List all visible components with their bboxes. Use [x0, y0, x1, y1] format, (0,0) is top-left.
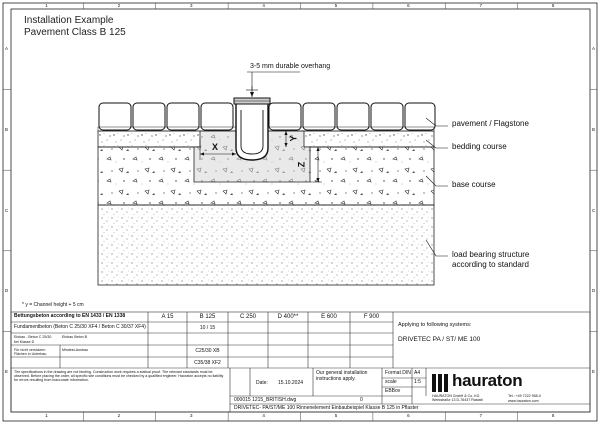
table-row3-sub: Einbau Beton B	[62, 335, 87, 339]
paving-stone	[99, 103, 131, 130]
ruler-row-label: D	[592, 288, 596, 294]
date-value: 15.10.2024	[278, 380, 304, 386]
dimension-y-label: Y	[288, 135, 299, 142]
ruler-row-label: C	[5, 207, 9, 213]
title-line-2: Pavement Class B 125	[24, 27, 126, 38]
paving-stone	[269, 103, 301, 130]
table-row4-label: Für nicht versickern Flächen in Unterbau	[14, 348, 47, 357]
layer-label-load-bearing: load bearing structure	[452, 250, 530, 259]
ruler-row-label: E	[5, 368, 9, 374]
class-b125: B 125	[199, 314, 216, 320]
table-row2-label: Fundamentbeton (Beton C 25/30 XF4 / Beton C 30/37 XF4)	[14, 324, 146, 330]
ruler-column-label: 7	[479, 3, 482, 8]
ruler-column-label: 8	[551, 413, 555, 418]
dimension-z-label: Z	[296, 161, 307, 168]
ruler-column-label: 5	[334, 3, 338, 8]
paving-stone	[201, 103, 233, 130]
ruler-row-label: C	[592, 207, 596, 213]
ruler-row-label: E	[592, 368, 596, 374]
ruler-column-label: 5	[334, 413, 338, 418]
applying-label: Applying to following systems:	[398, 322, 472, 328]
title-line-1: Installation Example	[24, 15, 114, 26]
scale-label: scale	[385, 379, 397, 385]
table-row3-label-b: bei Klasse D	[14, 340, 35, 344]
ruler-column-label: 1	[45, 3, 48, 8]
system-name: DRIVETEC PA / ST/ ME 100	[398, 336, 481, 343]
table-row4-sub: Mindest-Ausbau	[62, 348, 88, 352]
class-a15: A 15	[161, 314, 174, 320]
ruler-row-label: B	[5, 126, 9, 132]
dimension-x-label: X	[212, 142, 219, 152]
format-value: A4	[414, 370, 421, 376]
company-phone: Tel.: +49 7222 958-0	[508, 394, 541, 398]
class-c250: C 250	[239, 314, 256, 320]
ruler-column-label: 2	[117, 413, 121, 418]
ruler-row-label: A	[592, 46, 596, 52]
installation-conditions: Our general installation instructions apply.	[316, 370, 368, 382]
class-d400: D 400**	[277, 314, 299, 320]
channel-height-note: * y = Channel height + 5 cm	[22, 302, 84, 308]
ruler-row-label: B	[592, 126, 596, 132]
ruler-column-label: 2	[117, 3, 121, 8]
paving-stone	[337, 103, 369, 130]
format-label: Format DIN	[385, 370, 411, 376]
layer-label-bedding: bedding course	[452, 142, 507, 151]
table-row1-label: Bettungsbeton according to EN 1433 / EN 1338	[14, 313, 126, 319]
load-bearing-layer	[98, 205, 434, 285]
ruler-column-label: 1	[45, 413, 48, 418]
ruler-column-label: 8	[551, 3, 555, 8]
ruler-row-label: A	[5, 46, 9, 52]
layer-label-pavement: pavement / Flagstone	[452, 119, 529, 128]
date-label: Date:	[256, 380, 268, 386]
ruler-column-label: 4	[262, 413, 265, 418]
ruler-column-label: 7	[479, 413, 482, 418]
ruler-column-label: 3	[189, 413, 193, 418]
b125-row3-value: C25/30 XB	[195, 348, 220, 354]
ruler-column-label: 3	[189, 3, 193, 8]
ruler-row-label: D	[5, 288, 9, 294]
paving-stone	[371, 103, 403, 130]
ruler-column-label: 6	[407, 413, 410, 418]
remarks-text: The specifications in the drawing are not binding. Construction work requires a statical proof. The relevant standards must be observed. Before placing the order, all specific site conditions must be checked by a qualified engineer. Hauraton accepts no liability for errors resulting from inaccurate information.	[14, 370, 224, 383]
scale-value: 1:5	[414, 379, 421, 385]
b125-row4-value: C35/38 XF2	[194, 360, 221, 366]
ruler-column-label: 6	[407, 3, 410, 8]
brand-name: hauraton	[452, 371, 523, 390]
paving-stone	[405, 103, 435, 130]
overhang-label: 3-5 mm durable overhang	[250, 63, 331, 70]
hauraton-logo-mark	[432, 374, 448, 392]
paving-stone	[133, 103, 165, 130]
sheet-code: EBBov	[385, 388, 401, 394]
paving-stone	[167, 103, 199, 130]
table-row3-label-a: Einbau - Beton C 25/30	[14, 335, 52, 339]
revision: 0	[360, 397, 363, 403]
paving-stone	[303, 103, 335, 130]
layer-label-base: base course	[452, 180, 496, 189]
footer-description: DRIVETEC- PA/ST/ME 100 Rinnenelement Einbaubeispiel Klasse B 125 in Pflaster	[234, 405, 419, 411]
class-f900: F 900	[363, 314, 380, 320]
file-name: 000015 1215_BRITISH.dwg	[234, 397, 297, 403]
class-e600: E 600	[321, 314, 337, 320]
ruler-column-label: 4	[262, 3, 265, 8]
b125-row2-value: 10 / 15	[199, 325, 216, 331]
layer-label-standard: according to standard	[452, 260, 529, 269]
company-address: HAURATON GmbH & Co. KG Werkstraße 13 D-76437 Rastatt	[432, 394, 483, 403]
company-website: www.hauraton.com	[508, 399, 539, 403]
